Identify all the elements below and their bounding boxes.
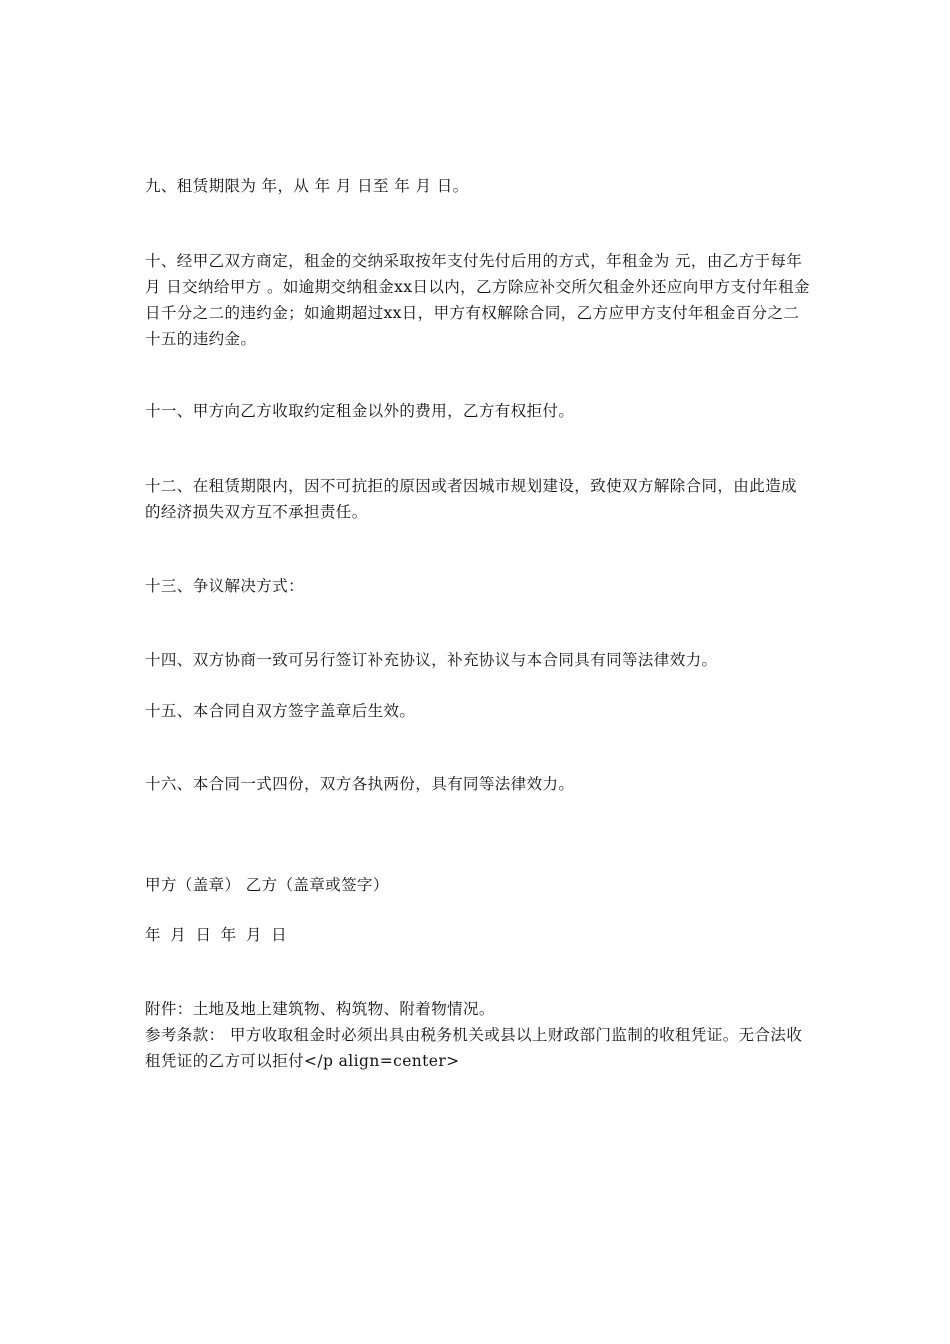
signature-parties: 甲方（盖章） 乙方（盖章或签字）	[145, 876, 389, 894]
clause-11-extra-fees: 十一、甲方向乙方收取约定租金以外的费用，乙方有权拒付。	[145, 402, 575, 420]
signature-dates: 年 月 日 年 月 日	[145, 926, 288, 944]
attachment-note: 附件：土地及地上建筑物、构筑物、附着物情况。	[145, 1000, 495, 1018]
clause-15-effectiveness: 十五、本合同自双方签字盖章后生效。	[145, 702, 416, 720]
clause-14-supplementary-agreement: 十四、双方协商一致可另行签订补充协议，补充协议与本合同具有同等法律效力。	[145, 651, 718, 669]
clause-12-force-majeure: 十二、在租赁期限内，因不可抗拒的原因或者因城市规划建设，致使双方解除合同，由此造成的经济损失双方互不承担责任。	[145, 477, 797, 521]
clause-10-rent-payment: 十、经甲乙双方商定，租金的交纳采取按年支付先付后用的方式，年租金为 元，由乙方于每年 月 日交纳给甲方 。如逾期交纳租金xx日以内，乙方除应补交所欠租金外还应向甲方支付年租金日千分之二的违约金；如逾期超过xx日，甲方有权解除合同，乙方应甲方支付年租金百分之二十五的违约金。	[145, 252, 810, 348]
clause-13-dispute-resolution: 十三、争议解决方式：	[145, 577, 305, 595]
reference-clause: 参考条款： 甲方收取租金时必须出具由税务机关或县以上财政部门监制的收租凭证。无合法收租凭证的乙方可以拒付</p align=center>	[145, 1026, 803, 1070]
clause-9-lease-term: 九、租赁期限为 年，从 年 月 日至 年 月 日。	[145, 177, 469, 195]
clause-16-copies: 十六、本合同一式四份，双方各执两份，具有同等法律效力。	[145, 775, 575, 793]
